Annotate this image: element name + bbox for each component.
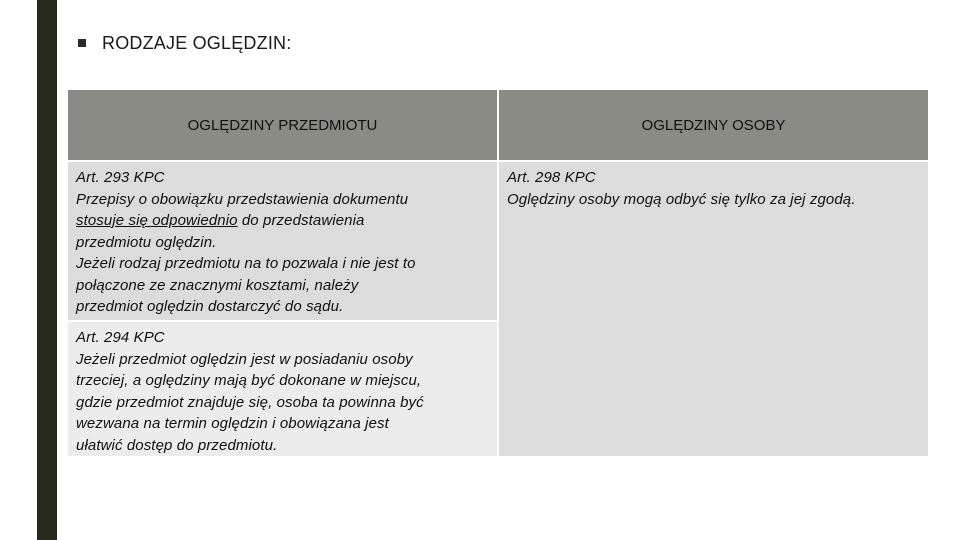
header-object-inspection-label: OGLĘDZINY PRZEDMIOTU: [187, 116, 378, 134]
header-person-inspection: [498, 89, 929, 161]
cell-art-298: [498, 161, 929, 457]
art-294-line-3: gdzie przedmiot znajduje się, osoba ta powinna być: [76, 393, 424, 411]
art-294-line-1: Jeżeli przedmiot oględzin jest w posiadaniu osoby: [76, 350, 413, 368]
art-293-line-6: przedmiot oględzin dostarczyć do sądu.: [76, 298, 344, 315]
art-294-heading: Art. 294 KPC: [76, 329, 165, 346]
cell-art-293: [67, 161, 498, 321]
art-293-line-2: [76, 210, 489, 232]
header-object-inspection: [67, 89, 498, 161]
art-293-heading: Art. 293 KPC: [76, 169, 165, 186]
art-293-line-3: przedmiotu oględzin.: [76, 233, 217, 251]
inspection-types-table: [66, 88, 930, 458]
square-bullet-icon: [78, 39, 86, 47]
art-293-underlined-phrase: stosuje się odpowiednio: [76, 212, 238, 229]
art-298-heading: Art. 298 KPC: [507, 169, 596, 186]
art-293-line-1: Przepisy o obowiązku przedstawienia dokumentu: [76, 190, 409, 208]
slide-title-row: [78, 31, 291, 55]
art-294-line-5: ułatwić dostęp do przedmiotu.: [76, 436, 278, 454]
cell-art-294: [67, 321, 498, 457]
slide-title: RODZAJE OGLĘDZIN:: [102, 32, 292, 53]
art-293-line-2-rest: do przedstawienia: [237, 212, 365, 229]
sidebar-accent-bar: [37, 0, 57, 540]
art-294-line-2: trzeciej, a oględziny mają być dokonane w miejscu,: [76, 372, 422, 389]
art-293-line-5: połączone ze znacznymi kosztami, należy: [76, 276, 359, 294]
art-298-line-1: Oględziny osoby mogą odbyć się tylko za jej zgodą.: [507, 190, 856, 208]
art-293-line-4: Jeżeli rodzaj przedmiotu na to pozwala i nie jest to: [76, 255, 416, 272]
art-294-line-4: wezwana na termin oględzin i obowiązana jest: [76, 415, 389, 432]
header-person-inspection-label: OGLĘDZINY OSOBY: [641, 116, 786, 134]
